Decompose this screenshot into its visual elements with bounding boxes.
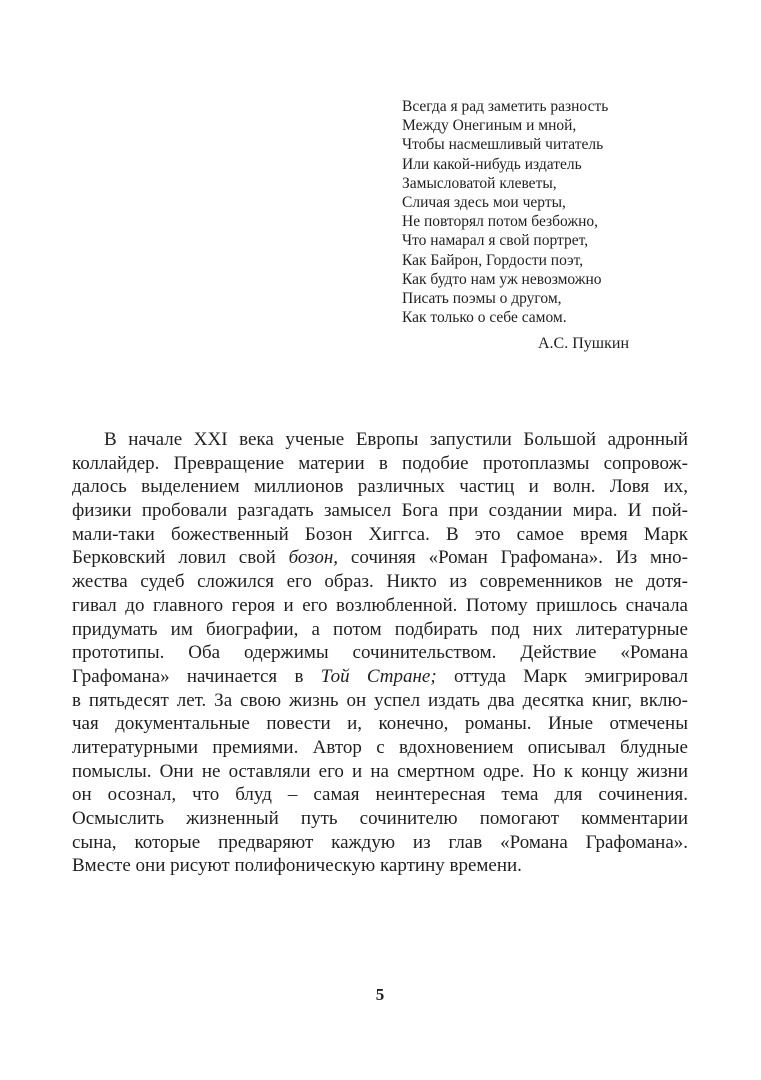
text-segment: Графомана» начинается в bbox=[72, 665, 321, 687]
epigraph-line: Что намарал я свой портрет, bbox=[402, 232, 589, 250]
text-segment: прототипы. Оба одержимы сочинительством. Действие «Романа bbox=[72, 642, 688, 664]
text-segment: помыслы. Они не оставляли его и на смертном одре. Но к концу жизни bbox=[72, 760, 688, 782]
text-segment: далось выделением миллионов различных частиц и волн. Ловя их, bbox=[72, 476, 688, 498]
text-segment: литературными премиями. Автор с вдохновением описывал блудные bbox=[72, 736, 688, 758]
page-number: 5 bbox=[375, 985, 385, 1004]
text-line bbox=[72, 689, 688, 713]
text-line bbox=[72, 712, 688, 736]
text-line bbox=[72, 546, 688, 570]
text-line bbox=[72, 783, 688, 807]
text-line bbox=[72, 854, 688, 878]
text-segment: оттуда Марк эмигрировал bbox=[436, 665, 689, 687]
epigraph-signature: А.С. Пушкин bbox=[538, 335, 629, 353]
epigraph-line: Как только о себе самом. bbox=[402, 309, 567, 327]
text-line bbox=[72, 594, 688, 618]
text-segment: коллайдер. Превращение материи в подобие протоплазмы сопровож- bbox=[72, 452, 688, 474]
text-line bbox=[72, 807, 688, 831]
body-paragraph bbox=[72, 428, 688, 878]
text-line bbox=[72, 428, 688, 452]
epigraph-line: Как будто нам уж невозможно bbox=[402, 270, 602, 288]
text-segment: жества судеб сложился его образ. Никто из современников не дотя- bbox=[72, 571, 688, 593]
text-segment: физики пробовали разгадать замысел Бога при создании мира. И пой- bbox=[72, 500, 688, 522]
text-segment: мали-таки божественный Бозон Хиггса. В это самое время Марк bbox=[72, 523, 688, 545]
text-segment: гивал до главного героя и его возлюбленной. Потому пришлось сначала bbox=[72, 594, 688, 616]
text-segment: Осмыслить жизненный путь сочинителю помогают комментарии bbox=[72, 808, 688, 829]
text-line bbox=[72, 665, 688, 689]
text-line bbox=[72, 452, 688, 476]
text-segment: он осознал, что блуд – самая неинтересная тема для сочинения. bbox=[72, 784, 688, 806]
epigraph-line: Всегда я рад заметить разность bbox=[402, 98, 609, 115]
text-segment: в пятьдесят лет. За свою жизнь он успел издать два десятка книг, вклю- bbox=[72, 689, 688, 711]
epigraph-line: Сличая здесь мои черты, bbox=[402, 194, 566, 212]
text-line bbox=[72, 760, 688, 784]
text-line bbox=[72, 641, 688, 665]
text-segment: В начале XXI века ученые Европы запустили Большой адронный bbox=[104, 429, 688, 450]
epigraph-lines bbox=[402, 97, 630, 327]
text-segment: сына, которые предваряют каждую из глав «Романа Графомана». bbox=[72, 831, 688, 853]
epigraph-line: Писать поэмы о другом, bbox=[402, 290, 562, 308]
text-segment: сочиняя «Роман Графомана». Из мно- bbox=[338, 547, 688, 569]
text-line bbox=[72, 499, 688, 523]
text-segment: придумать им биографии, а потом подбирать под них литературные bbox=[72, 618, 688, 640]
epigraph-line: Как Байрон, Гордости поэт, bbox=[402, 251, 584, 269]
text-line bbox=[72, 523, 688, 547]
text-line bbox=[72, 475, 688, 499]
text-line bbox=[72, 570, 688, 594]
epigraph-line: Или какой-нибудь издатель bbox=[402, 155, 582, 173]
text-line bbox=[72, 736, 688, 760]
text-segment: Вместе они рисуют полифоническую картину времени. bbox=[72, 855, 522, 877]
epigraph-line: Замысловатой клеветы, bbox=[402, 174, 557, 192]
text-line bbox=[72, 618, 688, 642]
italic-text: бозон, bbox=[288, 547, 339, 569]
epigraph-line: Чтобы насмешливый читатель bbox=[402, 136, 604, 154]
epigraph-line: Между Онегиным и мной, bbox=[402, 117, 577, 135]
italic-text: Той Стране; bbox=[320, 665, 437, 687]
epigraph bbox=[402, 97, 630, 354]
text-segment: Берковский ловил свой bbox=[72, 547, 289, 569]
text-segment: чая документальные повести и, конечно, романы. Иные отмечены bbox=[72, 713, 688, 735]
text-line bbox=[72, 831, 688, 855]
epigraph-line: Не повторял потом безбожно, bbox=[402, 213, 599, 231]
